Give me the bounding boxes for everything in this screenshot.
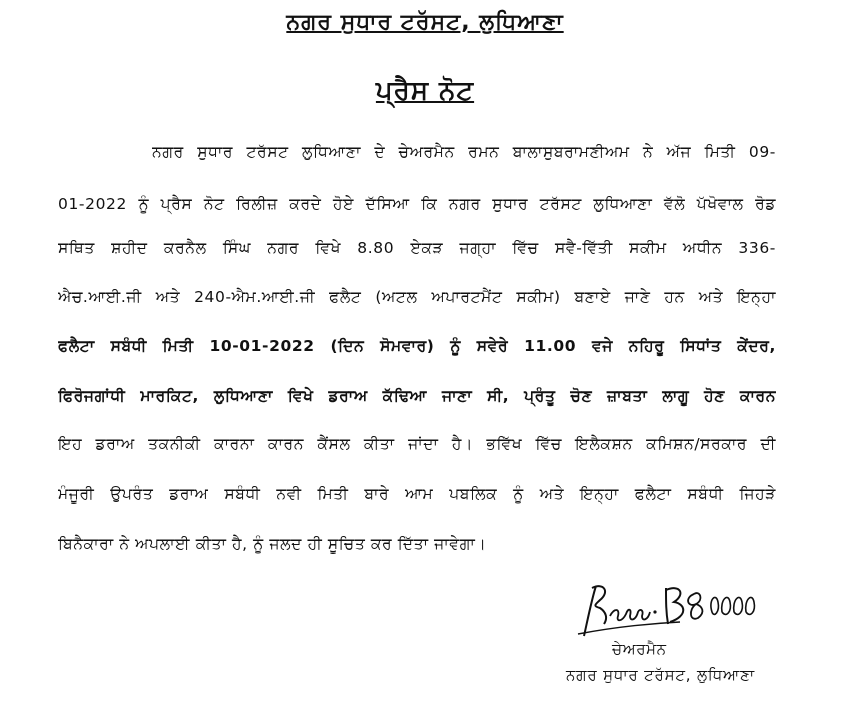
signature-organization: ਨਗਰ ਸੁਧਾਰ ਟਰੱਸਟ, ਲੁਧਿਆਣਾ xyxy=(566,666,755,684)
organization-heading: ਨਗਰ ਸੁਧਾਰ ਟਰੱਸਟ, ਲੁਧਿਆਣਾ xyxy=(286,10,564,35)
body-line-1: ਨਗਰ ਸੁਧਾਰ ਟਰੱਸਟ ਲੁਧਿਆਣਾ ਦੇ ਚੇਅਰਮੈਨ ਰਮਨ ਬਾਲਾਸੁਬਰਾਮਣੀਅਮ ਨੇ ਅੱਜ ਮਿਤੀ 09- xyxy=(152,143,776,161)
body-line-5: ਫਲੈਟਾ ਸਬੰਧੀ ਮਿਤੀ 10-01-2022 (ਦਿਨ ਸੋਮਵਾਰ) ਨੂੰ ਸਵੇਰੇ 11.00 ਵਜੇ ਨਹਿਰੂ ਸਿਧਾਂਤ ਕੇਂਦਰ, xyxy=(58,337,776,355)
body-line-9: ਬਿਨੈਕਾਰਾ ਨੇ ਅਪਲਾਈ ਕੀਤਾ ਹੈ, ਨੂੰ ਜਲਦ ਹੀ ਸੂਚਿਤ ਕਰ ਦਿੱਤਾ ਜਾਵੇਗਾ। xyxy=(58,535,487,553)
body-line-2: 01-2022 ਨੂੰ ਪ੍ਰੈਸ ਨੋਟ ਰਿਲੀਜ਼ ਕਰਦੇ ਹੋਏ ਦੱਸਿਆ ਕਿ ਨਗਰ ਸੁਧਾਰ ਟਰੱਸਟ ਲੁਧਿਆਣਾ ਵੱਲੋ ਪੱਖੋਵਾਲ ਰੋਡ xyxy=(58,195,776,213)
press-note-title: ਪ੍ਰੈਸ ਨੋਟ xyxy=(375,76,475,106)
designation-chairman: ਚੇਅਰਮੈਨ xyxy=(612,640,667,658)
body-line-3: ਸਥਿਤ ਸ਼ਹੀਦ ਕਰਨੈਲ ਸਿੰਘ ਨਗਰ ਵਿਖੇ 8.80 ਏਕੜ ਜਗ੍ਹਾ ਵਿੱਚ ਸਵੈ-ਵਿੱਤੀ ਸਕੀਮ ਅਧੀਨ 336- xyxy=(58,239,776,257)
body-line-6: ਫਿਰੋਜਗਾਂਧੀ ਮਾਰਕਿਟ, ਲੁਧਿਆਣਾ ਵਿਖੇ ਡਰਾਅ ਕੱਢਿਆ ਜਾਣਾ ਸੀ, ਪ੍ਰੰਤੂ ਚੋਣ ਜ਼ਾਬਤਾ ਲਾਗੂ ਹੋਣ ਕਾਰਨ xyxy=(58,387,776,405)
body-line-8: ਮੰਜੂਰੀ ਉਪਰੰਤ ਡਰਾਅ ਸਬੰਧੀ ਨਵੀ ਮਿਤੀ ਬਾਰੇ ਆਮ ਪਬਲਿਕ ਨੂੰ ਅਤੇ ਇਨ੍ਹਾ ਫਲੈਟਾ ਸਬੰਧੀ ਜਿਹੜੇ xyxy=(58,485,776,503)
body-line-7: ਇਹ ਡਰਾਅ ਤਕਨੀਕੀ ਕਾਰਨਾ ਕਾਰਨ ਕੈਂਸਲ ਕੀਤਾ ਜਾਂਦਾ ਹੈ। ਭਵਿੱਖ ਵਿੱਚ ਇਲੈਕਸ਼ਨ ਕਮਿਸ਼ਨ/ਸਰਕਾਰ ਦੀ xyxy=(58,435,776,453)
handwritten-signature xyxy=(570,578,770,648)
body-line-4: ਐਚ.ਆਈ.ਜੀ ਅਤੇ 240-ਐਮ.ਆਈ.ਜੀ ਫਲੈਟ (ਅਟਲ ਅਪਾਰਟਮੈਂਟ ਸਕੀਮ) ਬਣਾਏ ਜਾਣੇ ਹਨ ਅਤੇ ਇਨ੍ਹਾ xyxy=(58,288,776,306)
